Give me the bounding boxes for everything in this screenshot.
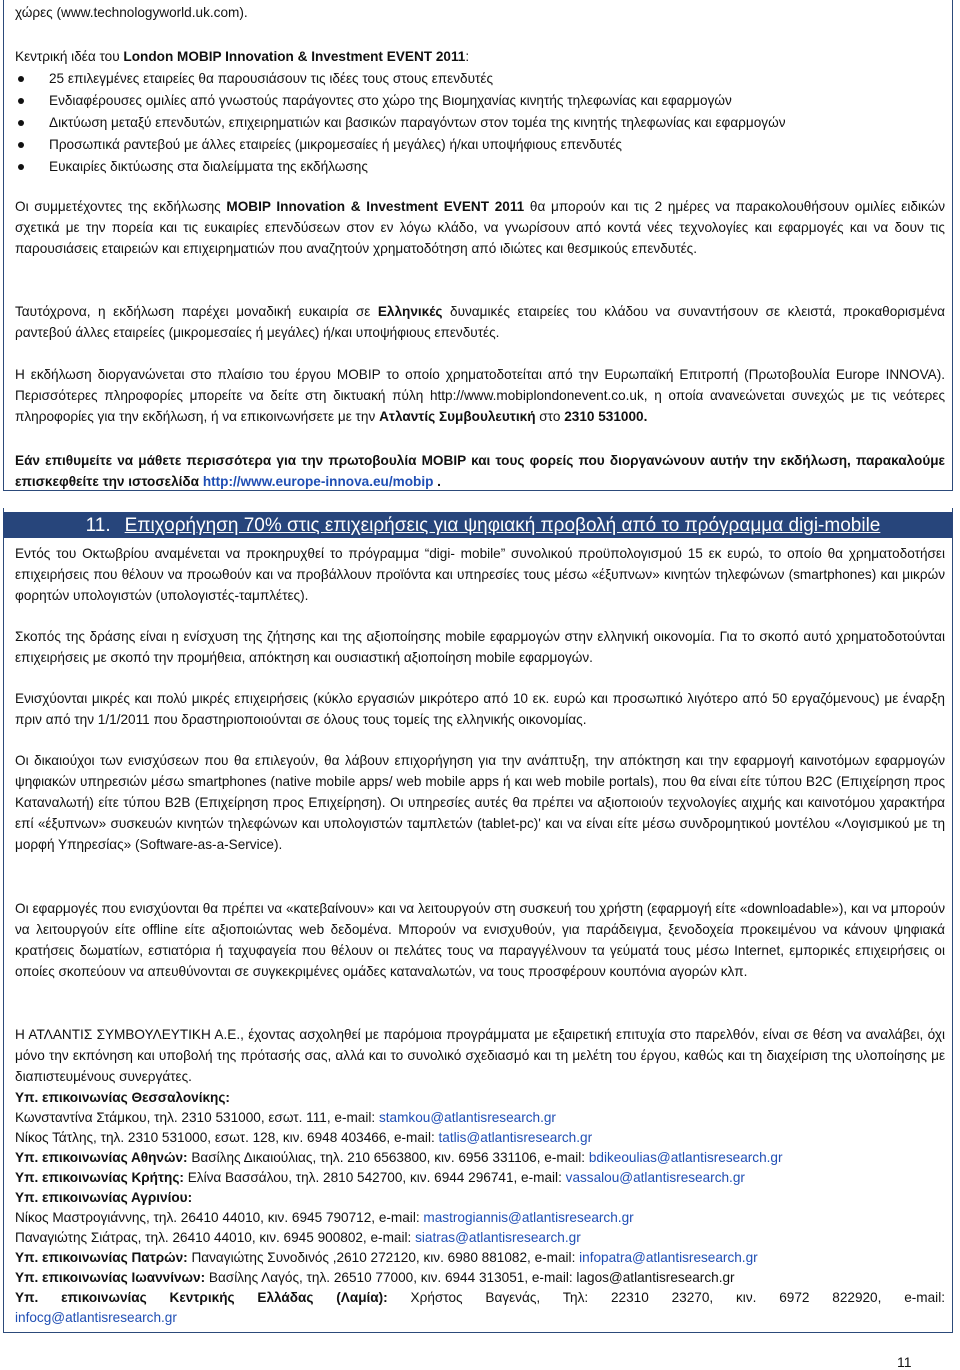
- contact-line: [15, 1308, 945, 1328]
- paragraph-opportunity: Ταυτόχρονα, η εκδήλωση παρέχει μοναδική ευκαιρία σε Ελληνικές δυναμικές εταιρείες του κλάδου να συναντήσουν σε κλειστά, προκαθορισμένα ραντεβού άλλες εταιρείες (μικρομεσαίες ή μεγάλες) ή/και υποψήφιους επενδυτές.: [15, 304, 945, 340]
- section-paragraph-3: Ενισχύονται μικρές και πολύ μικρές επιχειρήσεις (κύκλο εργασιών μικρότερο από 10 εκ. ευρώ και προσωπικό λιγότερο από 50 εργαζόμενους) με έναρξη πριν από την 1/1/2011 που δραστηριοποιούνται σε όλους τους τομείς της ελληνικής οικονομίας.: [15, 691, 945, 727]
- paragraph-participants: Οι συμμετέχοντες της εκδήλωσης MOBIP Innovation & Investment EVENT 2011 θα μπορούν και τις 2 ημέρες να παρακολουθήσουν ομιλίες ειδικών σχετικά με την πορεία και τις ευκαιρίες επενδύσεων στον εν λόγω κλάδο, να γνωρίσουν από κοντά νέες τεχνολογίες και εφαρμογές και να δουν τις παρουσιάσεις εταιρειών και επιχειρηματιών που αναζητούν χρηματοδότηση από ιδιώτες και θεσμικούς επενδυτές.: [15, 199, 946, 256]
- email-link[interactable]: stamkou@atlantisresearch.gr: [378, 1110, 556, 1125]
- contact-line: Παναγιώτης Σιάτρας, τηλ. 26410 44010, κιν. 6945 900802, e-mail: siatras@atlantisresearch.gr: [15, 1230, 581, 1245]
- section-number: 11.: [85, 515, 111, 536]
- contact-heading-thessaloniki: Υπ. επικοινωνίας Θεσσαλονίκης:: [15, 1090, 230, 1105]
- contacts-block: [15, 1088, 945, 1328]
- section-paragraph-2: Σκοπός της δράσης είναι η ενίσχυση της ζήτησης και της αξιοποίησης mobile εφαρμογών στην ελληνική οικονομία. Για το σκοπό αυτό χρηματοδοτούνται επιχειρήσεις με σκοπό την προμήθεια, απόκτηση και ουσιαστική αξιοποίηση mobile εφαρμογών.: [15, 629, 945, 665]
- contact-line-athens: Υπ. επικοινωνίας Αθηνών: Βασίλης Δικαιούλιας, τηλ. 210 6563800, κιν. 6956 331106, e-mail: bdikeoulias@atlantisresearch.gr: [15, 1150, 783, 1165]
- contact-line-ioannina: Υπ. επικοινωνίας Ιωαννίνων: Βασίλης Λαγός, τηλ. 26510 77000, κιν. 6944 313051, e-mail: lagos@atlantisresearch.gr: [15, 1270, 735, 1285]
- paragraph-more-info: Εάν επιθυμείτε να μάθετε περισσότερα για την πρωτοβουλία MOBIP και τους φορείς που διοργανώνουν αυτήν την εκδήλωση, παρακαλούμε επισκεφθείτε την ιστοσελίδα http://www.europe-innova.eu/mobip .: [15, 453, 945, 489]
- page-number: 11: [897, 1354, 912, 1370]
- list-item: Προσωπικά ραντεβού με άλλες εταιρείες (μικρομεσαίες ή μεγάλες) ή/και υποψήφιους επενδυτές: [15, 134, 945, 156]
- intro-heading: Κεντρική ιδέα του London MOBIP Innovation & Investment EVENT 2011:: [15, 49, 470, 64]
- list-item: 25 επιλεγμένες εταιρείες θα παρουσιάσουν τις ιδέες τους στους επενδυτές: [15, 68, 945, 90]
- list-item: Ενδιαφέρουσες ομιλίες από γνωστούς παράγοντες στο χώρο της Βιομηχανίας κινητής τηλεφωνίας και εφαρμογών: [15, 90, 945, 112]
- email-link[interactable]: tatlis@atlantisresearch.gr: [438, 1130, 593, 1145]
- email-link[interactable]: mastrogiannis@atlantisresearch.gr: [423, 1210, 634, 1225]
- email-link[interactable]: bdikeoulias@atlantisresearch.gr: [588, 1150, 783, 1165]
- email-link[interactable]: infocg@atlantisresearch.gr: [15, 1310, 177, 1325]
- contact-line: Κωνσταντίνα Στάμκου, τηλ. 2310 531000, εσωτ. 111, e-mail: stamkou@atlantisresearch.gr: [15, 1110, 556, 1125]
- contact-line-lamia: Υπ. επικοινωνίας Κεντρικής Ελλάδας (Λαμία): Χρήστος Βαγενάς, Τηλ: 22310 23270, κιν. 6972 822920, e-mail:: [15, 1290, 946, 1305]
- contact-line: Νίκος Τάτλης, τηλ. 2310 531000, εσωτ. 128, κιν. 6948 403466, e-mail: tatlis@atlantisresearch.gr: [15, 1130, 593, 1145]
- section-paragraph-6: Η ΑΤΛΑΝΤΙΣ ΣΥΜΒΟΥΛΕΥΤΙΚΗ Α.Ε., έχοντας ασχοληθεί με παρόμοια προγράμματα με εξαιρετική επιτυχία στο παρελθόν, είναι σε θέση να αναλάβει, όχι μόνο την εκπόνηση και υποβολή της πρότασής σας, αλλά και το συνολικό σχεδιασμό και τη μελέτη του έργου, καθώς και τη διαχείριση της υλοποίησης με διαπιστευμένους συνεργάτες.: [15, 1027, 945, 1084]
- section-paragraph-5: Οι εφαρμογές που ενισχύονται θα πρέπει να «κατεβαίνουν» και να λειτουργούν στη συσκευή του χρήστη (εφαρμογή είτε «downloadable»), και να μπορούν να λειτουργούν είτε offline είτε αξιοποιώντας web δεδομένα. Μπορούν να ενισχυθούν, για παράδειγμα, ξενοδοχεία προκειμένου να κάνουν ψηφιακά κρατήσεις δωματίων, εστιατόρια ή ταχυφαγεία που θέλουν οι πελάτες τους να παραγγέλνουν τα γεύματά τους μέσω Internet, εμπορικές επιχειρήσεις οι οποίες σκοπεύουν να απευθύνονται σε συγκεκριμένες ομάδες καταναλωτών, να τους προσφέρουν κουπόνια αγορών κλπ.: [15, 901, 945, 979]
- email-link[interactable]: infopatra@atlantisresearch.gr: [579, 1250, 758, 1265]
- section-paragraph-1: Εντός του Οκτωβρίου αναμένεται να προκηρυχθεί το πρόγραμμα “digi- mobile” συνολικού προϋπολογισμού 15 εκ ευρώ, το οποίο θα χρηματοδοτήσει επιχειρήσεις που θέλουν να προωθούν και να προβάλλουν προϊόντα και υπηρεσίες τους μέσω «έξυπνων» κινητών τηλεφώνων (smartphones) και μικρών φορητών υπολογιστών (υπολογιστές-ταμπλέτες).: [15, 546, 945, 603]
- email-link[interactable]: vassalou@atlantisresearch.gr: [565, 1170, 745, 1185]
- email-link[interactable]: siatras@atlantisresearch.gr: [415, 1230, 581, 1245]
- top-line: χώρες (www.technologyworld.uk.com).: [15, 5, 248, 20]
- contact-line: Νίκος Μαστρογιάννης, τηλ. 26410 44010, κιν. 6945 790712, e-mail: mastrogiannis@atlantisresearch.gr: [15, 1210, 634, 1225]
- europe-innova-link[interactable]: http://www.europe-innova.eu/mobip: [202, 474, 434, 489]
- section-heading-banner: [3, 512, 953, 538]
- contact-line-crete: Υπ. επικοινωνίας Κρήτης: Ελίνα Βασσάλου, τηλ. 2810 542700, κιν. 6944 296741, e-mail: vassalou@atlantisresearch.gr: [15, 1170, 745, 1185]
- contact-line-patras: Υπ. επικοινωνίας Πατρών: Παναγιώτης Συνοδινός ,2610 272120, κιν. 6980 881082, e-mail: infopatra@atlantisresearch.gr: [15, 1250, 758, 1265]
- event-bullet-list: [15, 68, 945, 178]
- paragraph-organization: Η εκδήλωση διοργανώνεται στο πλαίσιο του έργου MOBIP το οποίο χρηματοδοτείται από την Ευρωπαϊκή Επιτροπή (Πρωτοβουλία Europe INNOVA). Περισσότερες πληροφορίες μπορείτε να δείτε στη δικτυακή πύλη http://www.mobiplondonevent.co.uk, η οποία ανανεώνεται συνεχώς με τις νεότερες πληροφορίες για την εκδήλωση, ή να επικοινωνήσετε με την Ατλαντίς Συμβουλευτική στο 2310 531000.: [15, 367, 945, 424]
- section-title: Επιχορήγηση 70% στις επιχειρήσεις για ψηφιακή προβολή από το πρόγραμμα digi-mobile: [124, 515, 881, 536]
- contact-heading-agrinio: Υπ. επικοινωνίας Αγρινίου:: [15, 1190, 193, 1205]
- list-item: Ευκαιρίες δικτύωσης στα διαλείμματα της εκδήλωσης: [15, 156, 945, 178]
- section-paragraph-4: Οι δικαιούχοι των ενισχύσεων που θα επιλεγούν, θα λάβουν επιχορήγηση για την ανάπτυξη, την απόκτηση και την εφαρμογή καινοτόμων εφαρμογών ψηφιακών υπηρεσιών μέσω smartphones (native mobile apps/ web mobile apps ή και web mobile portals), που θα είναι είτε τύπου B2C (Επιχείρηση προς Καταναλωτή) είτε τύπου B2B (Επιχείρηση προς Επιχείρηση). Οι υπηρεσίες αυτές θα πρέπει να αξιοποιούν τεχνολογίες αιχμής και καινοτόμου χαρακτήρα επί «έξυπνων» συσκευών κινητών τηλεφώνων και υπολογιστών ταμπλετών (tablet-pc)' και να είναι είτε μέσω συνδρομητικού μοντέλου «Λογισμικού με τη μορφή Υπηρεσίας» (Software-as-a-Service).: [15, 753, 945, 852]
- list-item: Δικτύωση μεταξύ επενδυτών, επιχειρηματιών και βασικών παραγόντων στον τομέα της κινητής τηλεφωνίας και εφαρμογών: [15, 112, 945, 134]
